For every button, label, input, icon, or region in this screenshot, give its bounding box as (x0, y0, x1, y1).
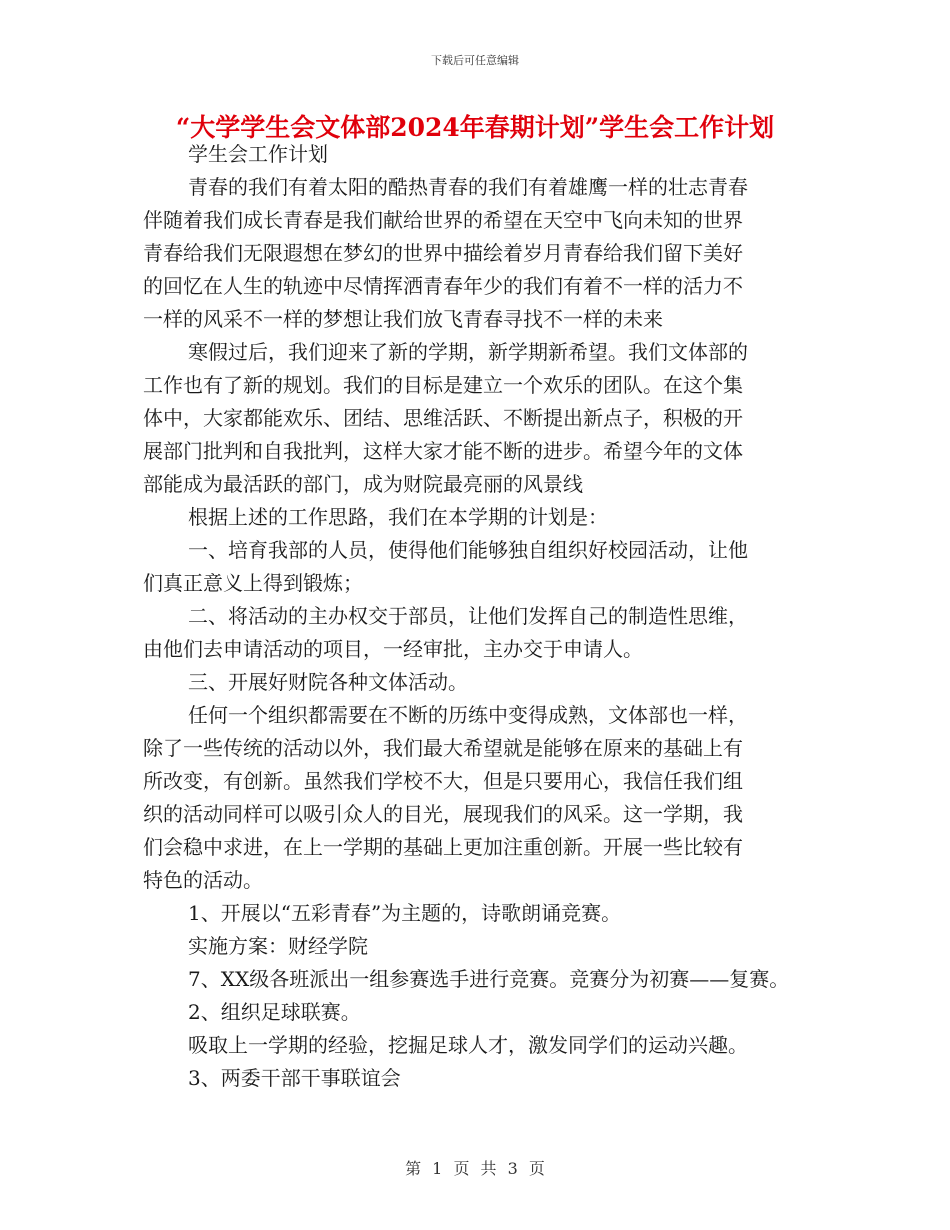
paragraph-line: 工作也有了新的规划。我们的目标是建立一个欢乐的团队。在这个集 (143, 373, 743, 397)
page-footer: 第 1 页 共 3 页 (405, 1159, 545, 1178)
paragraph-line: 部能成为最活跃的部门，成为财院最亮丽的风景线 (143, 472, 583, 496)
paragraph-line: 实施方案：财经学院 (188, 934, 368, 958)
paragraph-line: 三、开展好财院各种文体活动。 (188, 670, 468, 694)
paragraph-line: 伴随着我们成长青春是我们献给世界的希望在天空中飞向未知的世界 (143, 208, 743, 232)
paragraph-line: 特色的活动。 (143, 868, 263, 892)
paragraph-line: 根据上述的工作思路，我们在本学期的计划是： (188, 505, 608, 529)
paragraph-line: 体中，大家都能欢乐、团结、思维活跃、不断提出新点子，积极的开 (143, 406, 743, 430)
document-subtitle: 学生会工作计划 (188, 142, 328, 166)
paragraph-line: 一、培育我部的人员，使得他们能够独自组织好校园活动，让他 (188, 538, 748, 562)
paragraph-line: 一样的风采不一样的梦想让我们放飞青春寻找不一样的未来 (143, 307, 663, 331)
paragraph-line: 们会稳中求进，在上一学期的基础上更加注重创新。开展一些比较有 (143, 835, 743, 859)
paragraph-line: 3、两委干部干事联谊会 (188, 1066, 401, 1090)
paragraph-line: 吸取上一学期的经验，挖掘足球人才，激发同学们的运动兴趣。 (188, 1033, 748, 1057)
paragraph-line: 1、开展以“五彩青春”为主题的，诗歌朗诵竞赛。 (188, 901, 622, 925)
paragraph-line: 任何一个组织都需要在不断的历练中变得成熟，文体部也一样， (188, 703, 748, 727)
paragraph-line: 所改变，有创新。虽然我们学校不大，但是只要用心，我信任我们组 (143, 769, 743, 793)
paragraph-line: 二、将活动的主办权交于部员，让他们发挥自己的制造性思维， (188, 604, 748, 628)
paragraph-line: 们真正意义上得到锻炼； (143, 571, 363, 595)
paragraph-line: 展部门批判和自我批判，这样大家才能不断的进步。希望今年的文体 (143, 439, 743, 463)
document-body (143, 138, 815, 1095)
paragraph-line: 的回忆在人生的轨迹中尽情挥洒青春年少的我们有着不一样的活力不 (143, 274, 743, 298)
paragraph-line: 除了一些传统的活动以外，我们最大希望就是能够在原来的基础上有 (143, 736, 743, 760)
paragraph-line: 7、XX级各班派出一组参赛选手进行竞赛。竞赛分为初赛——复赛。 (188, 967, 790, 991)
page-header: 下载后可任意编辑 (431, 54, 519, 67)
paragraph-line: 寒假过后，我们迎来了新的学期，新学期新希望。我们文体部的 (188, 340, 748, 364)
paragraph-line: 2、组织足球联赛。 (188, 1000, 361, 1024)
paragraph-line: 织的活动同样可以吸引众人的目光，展现我们的风采。这一学期，我 (143, 802, 743, 826)
paragraph-lines (143, 171, 815, 1095)
paragraph-line: 青春的我们有着太阳的酷热青春的我们有着雄鹰一样的壮志青春 (188, 175, 748, 199)
document-title: “大学学生会文体部2024年春期计划”学生会工作计划 (175, 113, 775, 142)
paragraph-line: 由他们去申请活动的项目，一经审批，主办交于申请人。 (143, 637, 643, 661)
paragraph-line: 青春给我们无限遐想在梦幻的世界中描绘着岁月青春给我们留下美好 (143, 241, 743, 265)
